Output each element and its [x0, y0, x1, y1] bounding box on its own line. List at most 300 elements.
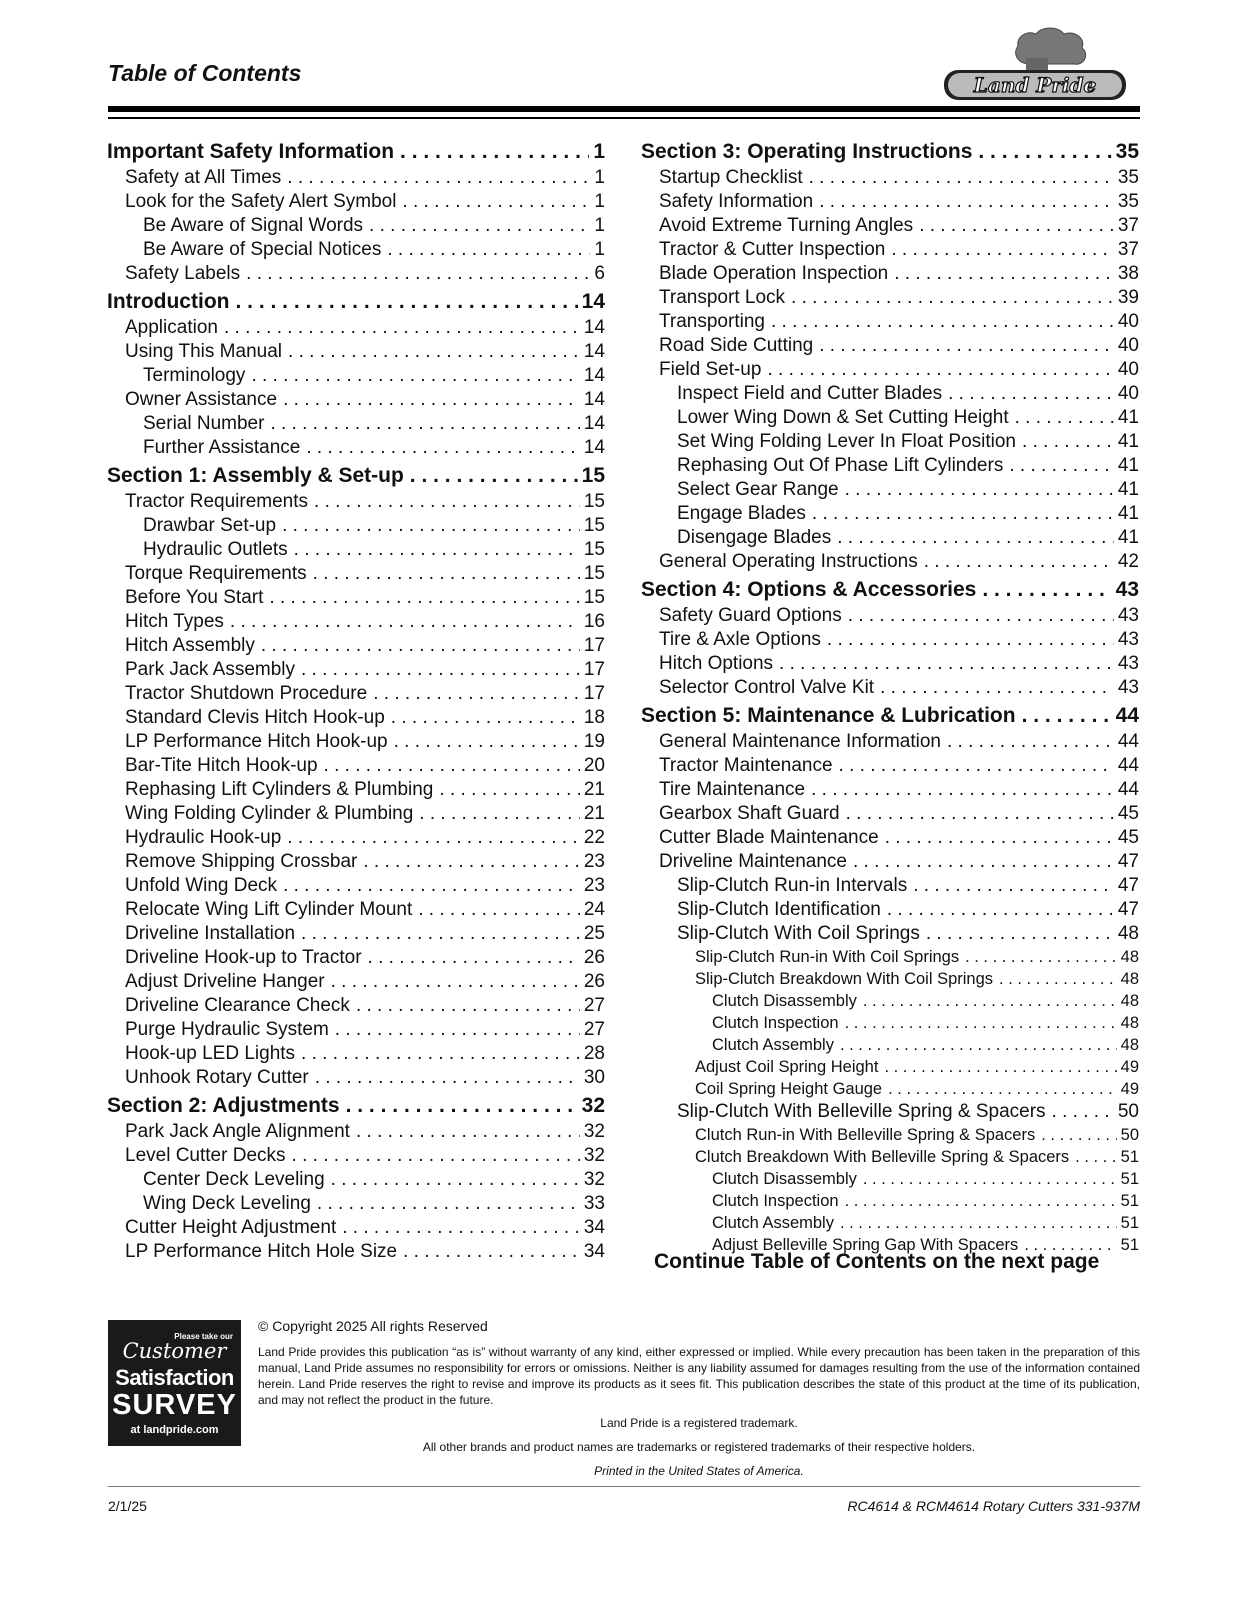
toc-entry[interactable]	[107, 166, 605, 190]
toc-entry-title: Slip-Clutch Run-in Intervals	[677, 875, 908, 896]
toc-entry-title: Level Cutter Decks	[125, 1145, 286, 1166]
page-title: Table of Contents	[108, 60, 302, 86]
toc-dot-leader	[292, 1144, 580, 1168]
toc-page-number: 45	[1117, 803, 1139, 824]
toc-entry[interactable]	[641, 238, 1139, 262]
toc-page-number: 16	[583, 611, 605, 632]
toc-entry[interactable]	[641, 802, 1139, 826]
toc-entry-title: Slip-Clutch With Belleville Spring & Spacers	[677, 1101, 1046, 1122]
toc-page-number: 26	[583, 947, 605, 968]
toc-entry-title: Adjust Driveline Hanger	[125, 971, 325, 992]
toc-dot-leader	[1041, 1124, 1116, 1146]
toc-entry-title: Slip-Clutch Breakdown With Coil Springs	[695, 970, 994, 988]
toc-entry[interactable]	[641, 1190, 1139, 1212]
toc-entry[interactable]	[641, 1034, 1139, 1056]
toc-entry-title: Clutch Inspection	[712, 1014, 839, 1032]
toc-entry[interactable]	[641, 286, 1139, 310]
toc-entry[interactable]	[107, 340, 605, 364]
toc-entry[interactable]	[641, 382, 1139, 406]
toc-entry[interactable]	[641, 166, 1139, 190]
toc-section-heading[interactable]	[107, 462, 605, 490]
header-rule-thin	[108, 117, 1140, 119]
toc-page-number: 6	[594, 263, 605, 284]
toc-entry[interactable]	[107, 658, 605, 682]
toc-entry[interactable]	[107, 970, 605, 994]
toc-dot-leader	[888, 1078, 1117, 1100]
toc-entry[interactable]	[641, 262, 1139, 286]
toc-page-number: 41	[1117, 479, 1139, 500]
toc-entry-title: Disengage Blades	[677, 527, 832, 548]
toc-entry[interactable]	[107, 1018, 605, 1042]
toc-page-number: 37	[1117, 215, 1139, 236]
footer-date: 2/1/25	[108, 1498, 147, 1514]
toc-dot-leader	[1015, 406, 1114, 430]
toc-entry[interactable]	[641, 1146, 1139, 1168]
toc-entry[interactable]	[641, 310, 1139, 334]
toc-dot-leader	[402, 190, 590, 214]
toc-page-number: 47	[1117, 899, 1139, 920]
toc-entry-title: Be Aware of Special Notices	[143, 239, 382, 260]
toc-dot-leader	[1075, 1146, 1116, 1168]
toc-entry[interactable]	[107, 238, 605, 262]
toc-page-number: 47	[1117, 875, 1139, 896]
toc-entry[interactable]	[641, 550, 1139, 574]
toc-entry-title: Clutch Assembly	[712, 1036, 834, 1054]
toc-dot-leader	[845, 1190, 1117, 1212]
toc-dot-leader	[819, 190, 1114, 214]
toc-dot-leader	[853, 850, 1114, 874]
toc-dot-leader	[885, 826, 1114, 850]
toc-entry[interactable]	[641, 946, 1139, 968]
toc-dot-leader	[767, 358, 1113, 382]
toc-dot-leader	[363, 850, 580, 874]
toc-dot-leader	[419, 802, 580, 826]
toc-dot-leader	[771, 310, 1114, 334]
toc-dot-leader	[315, 1066, 580, 1090]
toc-page-number: 51	[1120, 1192, 1139, 1210]
toc-entry[interactable]	[641, 652, 1139, 676]
toc-dot-leader	[287, 166, 590, 190]
toc-entry[interactable]	[107, 388, 605, 412]
toc-page-number: 51	[1120, 1170, 1139, 1188]
toc-page-number: 17	[583, 659, 605, 680]
toc-entry[interactable]	[641, 628, 1139, 652]
toc-entry[interactable]	[107, 1042, 605, 1066]
toc-dot-leader	[368, 946, 580, 970]
toc-dot-leader	[845, 478, 1114, 502]
toc-page-number: 1	[594, 239, 605, 260]
toc-dot-leader	[235, 288, 577, 316]
trademark-notice: Land Pride is a registered trademark.	[600, 1416, 798, 1430]
toc-entry[interactable]	[107, 994, 605, 1018]
toc-page-number: 43	[1117, 629, 1139, 650]
toc-dot-leader	[288, 340, 580, 364]
toc-dot-leader	[1052, 1100, 1114, 1124]
toc-page-number: 23	[583, 875, 605, 896]
toc-page-number: 35	[1115, 140, 1139, 163]
toc-page-number: 38	[1117, 263, 1139, 284]
toc-entry-title: General Maintenance Information	[659, 731, 941, 752]
toc-entry-title: Avoid Extreme Turning Angles	[659, 215, 914, 236]
customer-survey-badge[interactable]	[108, 1320, 241, 1446]
toc-dot-leader	[848, 604, 1114, 628]
toc-section-heading[interactable]	[107, 138, 605, 166]
toc-page-number: 50	[1120, 1126, 1139, 1144]
toc-entry[interactable]	[107, 514, 605, 538]
toc-entry-title: Rephasing Lift Cylinders & Plumbing	[125, 779, 434, 800]
toc-dot-leader	[317, 1192, 580, 1216]
toc-entry[interactable]	[641, 358, 1139, 382]
toc-page-number: 51	[1120, 1236, 1139, 1254]
toc-entry-title: Using This Manual	[125, 341, 283, 362]
toc-page-number: 14	[583, 437, 605, 458]
toc-entry[interactable]	[107, 1120, 605, 1144]
toc-entry-title: Blade Operation Inspection	[659, 263, 889, 284]
toc-page-number: 51	[1120, 1148, 1139, 1166]
toc-section-heading[interactable]	[107, 1092, 605, 1120]
toc-entry-title: Clutch Inspection	[712, 1192, 839, 1210]
toc-entry-title: Slip-Clutch Run-in With Coil Springs	[695, 948, 960, 966]
toc-entry-title: Field Set-up	[659, 359, 762, 380]
toc-section-heading[interactable]	[107, 288, 605, 316]
toc-entry[interactable]	[641, 526, 1139, 550]
toc-entry-title: Safety Labels	[125, 263, 241, 284]
toc-page-number: 44	[1117, 731, 1139, 752]
toc-entry-title: Hitch Assembly	[125, 635, 255, 656]
toc-entry[interactable]	[107, 1192, 605, 1216]
toc-entry-title: Clutch Disassembly	[712, 992, 857, 1010]
header-rule-thick	[108, 106, 1140, 112]
toc-entry-title: Application	[125, 317, 218, 338]
toc-dot-leader	[948, 382, 1114, 406]
toc-entry-title: Cutter Height Adjustment	[125, 1217, 337, 1238]
toc-entry[interactable]	[641, 214, 1139, 238]
toc-page-number: 15	[583, 587, 605, 608]
toc-page-number: 14	[581, 290, 605, 313]
survey-line4: SURVEY	[112, 1389, 237, 1421]
toc-page-number: 18	[583, 707, 605, 728]
toc-page-number: 40	[1117, 311, 1139, 332]
toc-entry[interactable]	[107, 610, 605, 634]
toc-page-number: 24	[583, 899, 605, 920]
toc-entry[interactable]	[107, 730, 605, 754]
toc-entry[interactable]	[641, 1168, 1139, 1190]
toc-dot-leader	[369, 214, 590, 238]
toc-entry[interactable]	[641, 826, 1139, 850]
toc-entry-title: Hitch Types	[125, 611, 224, 632]
toc-entry[interactable]	[641, 1100, 1139, 1124]
toc-entry[interactable]	[107, 754, 605, 778]
toc-page-number: 45	[1117, 827, 1139, 848]
toc-entry-title: Bar-Tite Hitch Hook-up	[125, 755, 318, 776]
toc-dot-leader	[335, 1018, 580, 1042]
toc-dot-leader	[891, 238, 1114, 262]
continue-note: Continue Table of Contents on the next page	[654, 1250, 1100, 1273]
toc-entry[interactable]	[641, 898, 1139, 922]
toc-entry[interactable]	[641, 1056, 1139, 1078]
toc-entry[interactable]	[107, 316, 605, 340]
toc-entry[interactable]	[107, 682, 605, 706]
toc-entry[interactable]	[107, 706, 605, 730]
toc-entry[interactable]	[641, 754, 1139, 778]
toc-dot-leader	[418, 898, 580, 922]
toc-entry-title: Rephasing Out Of Phase Lift Cylinders	[677, 455, 1004, 476]
toc-dot-leader	[324, 754, 580, 778]
toc-entry-title: Purge Hydraulic System	[125, 1019, 329, 1040]
toc-dot-leader	[779, 652, 1114, 676]
toc-entry[interactable]	[641, 334, 1139, 358]
toc-page-number: 43	[1117, 653, 1139, 674]
toc-page-number: 50	[1117, 1101, 1139, 1122]
toc-page-number: 23	[583, 851, 605, 872]
toc-entry-title: Be Aware of Signal Words	[143, 215, 364, 236]
toc-page-number: 21	[583, 803, 605, 824]
toc-entry-title: Tire Maintenance	[659, 779, 806, 800]
toc-entry[interactable]	[107, 874, 605, 898]
toc-page-number: 28	[583, 1043, 605, 1064]
trademark-others-notice: All other brands and product names are trademarks or registered trademarks of their respective holders.	[422, 1440, 976, 1454]
toc-entry[interactable]	[107, 1216, 605, 1240]
toc-page-number: 44	[1115, 704, 1139, 727]
toc-entry[interactable]	[641, 1124, 1139, 1146]
printed-in-notice: Printed in the United States of America.	[594, 1464, 804, 1478]
toc-page-number: 1	[593, 140, 605, 163]
toc-entry[interactable]	[641, 922, 1139, 946]
toc-entry[interactable]	[641, 406, 1139, 430]
toc-dot-leader	[880, 676, 1114, 700]
toc-dot-leader	[839, 754, 1114, 778]
toc-entry-title: Hitch Options	[659, 653, 774, 674]
toc-entry[interactable]	[641, 1078, 1139, 1100]
toc-entry-title: Unfold Wing Deck	[125, 875, 278, 896]
toc-entry[interactable]	[107, 1066, 605, 1090]
disclaimer-text: Land Pride provides this publication “as is” without warranty of any kind, either expressed or implied. While every precaution has been taken in the preparation of this manual, Land Pride assumes no responsibility for errors or omissions. Neither is any liability assumed for damages resulting from the use of the information contained herein. Land Pride reserves the right to revise and improve its products as it sees fit. This publication describes the state of this product at the time of its publication, and may not reflect the product in the future.	[258, 1345, 1140, 1407]
toc-dot-leader	[410, 462, 578, 490]
toc-entry-title: LP Performance Hitch Hook-up	[125, 731, 388, 752]
toc-page-number: 15	[583, 539, 605, 560]
toc-dot-leader	[301, 1042, 580, 1066]
toc-dot-leader	[919, 214, 1114, 238]
toc-entry[interactable]	[641, 478, 1139, 502]
toc-page-number: 19	[583, 731, 605, 752]
toc-entry-title: Clutch Disassembly	[712, 1170, 857, 1188]
toc-entry[interactable]	[641, 730, 1139, 754]
toc-page-number: 21	[583, 779, 605, 800]
toc-entry[interactable]	[107, 922, 605, 946]
toc-entry[interactable]	[641, 190, 1139, 214]
toc-entry-title: Wing Deck Leveling	[143, 1193, 311, 1214]
toc-entry-title: Remove Shipping Crossbar	[125, 851, 358, 872]
toc-page-number: 41	[1117, 503, 1139, 524]
toc-entry-title: Hook-up LED Lights	[125, 1043, 296, 1064]
toc-page-number: 32	[583, 1121, 605, 1142]
toc-dot-leader	[346, 1092, 578, 1120]
toc-entry[interactable]	[107, 490, 605, 514]
toc-entry[interactable]	[641, 502, 1139, 526]
toc-entry[interactable]	[641, 604, 1139, 628]
toc-page-number: 40	[1117, 359, 1139, 380]
toc-entry-title: Lower Wing Down & Set Cutting Height	[677, 407, 1009, 428]
toc-entry[interactable]	[641, 850, 1139, 874]
toc-entry[interactable]	[107, 946, 605, 970]
toc-dot-leader	[373, 682, 580, 706]
toc-entry-title: Section 2: Adjustments	[107, 1094, 340, 1117]
toc-entry[interactable]	[107, 364, 605, 388]
toc-entry[interactable]	[107, 586, 605, 610]
toc-entry-title: Tire & Axle Options	[659, 629, 821, 650]
toc-page-number: 49	[1120, 1058, 1139, 1076]
toc-dot-leader	[1009, 454, 1114, 478]
toc-page-number: 47	[1117, 851, 1139, 872]
toc-page-number: 34	[583, 1241, 605, 1262]
toc-entry-title: Road Side Cutting	[659, 335, 814, 356]
toc-entry[interactable]	[107, 262, 605, 286]
toc-entry[interactable]	[107, 190, 605, 214]
toc-dot-leader	[926, 922, 1114, 946]
toc-page-number: 39	[1117, 287, 1139, 308]
toc-page-number: 42	[1117, 551, 1139, 572]
toc-entry-title: Clutch Run-in With Belleville Spring & Spacers	[695, 1126, 1036, 1144]
footer-rule	[108, 1486, 1140, 1487]
toc-page-number: 34	[583, 1217, 605, 1238]
toc-dot-leader	[840, 1212, 1117, 1234]
toc-entry[interactable]	[107, 826, 605, 850]
toc-entry-title: Adjust Coil Spring Height	[695, 1058, 879, 1076]
toc-entry-title: Gearbox Shaft Guard	[659, 803, 840, 824]
toc-dot-leader	[251, 364, 579, 388]
toc-entry-title: Adjust Belleville Spring Gap With Spacers	[712, 1236, 1019, 1254]
toc-section-heading[interactable]	[641, 138, 1139, 166]
toc-entry-title: Before You Start	[125, 587, 264, 608]
toc-page-number: 1	[594, 167, 605, 188]
toc-dot-leader	[306, 436, 580, 460]
toc-entry[interactable]	[641, 778, 1139, 802]
toc-entry-title: Unhook Rotary Cutter	[125, 1067, 309, 1088]
toc-entry[interactable]	[107, 562, 605, 586]
toc-section-heading[interactable]	[641, 702, 1139, 730]
toc-entry-title: Section 4: Options & Accessories	[641, 578, 977, 601]
toc-dot-leader	[863, 990, 1117, 1012]
toc-page-number: 30	[583, 1067, 605, 1088]
toc-page-number: 17	[583, 683, 605, 704]
svg-text:Land Pride: Land Pride	[973, 73, 1097, 97]
toc-dot-leader	[982, 576, 1111, 604]
toc-entry-title: Safety at All Times	[125, 167, 282, 188]
toc-entry-title: Driveline Clearance Check	[125, 995, 350, 1016]
toc-page-number: 14	[583, 341, 605, 362]
toc-entry-title: Safety Information	[659, 191, 814, 212]
toc-entry[interactable]	[641, 1012, 1139, 1034]
toc-entry-title: Standard Clevis Hitch Hook-up	[125, 707, 385, 728]
toc-page-number: 41	[1117, 407, 1139, 428]
toc-entry-title: Inspect Field and Cutter Blades	[677, 383, 943, 404]
toc-page-number: 51	[1120, 1214, 1139, 1232]
toc-dot-leader	[356, 994, 580, 1018]
toc-page-number: 40	[1117, 335, 1139, 356]
toc-dot-leader	[1022, 702, 1112, 730]
toc-entry[interactable]	[107, 1168, 605, 1192]
toc-entry[interactable]	[641, 430, 1139, 454]
toc-page-number: 15	[583, 563, 605, 584]
toc-dot-leader	[270, 412, 579, 436]
toc-dot-leader	[846, 802, 1114, 826]
toc-dot-leader	[978, 138, 1111, 166]
toc-entry[interactable]	[641, 990, 1139, 1012]
toc-page-number: 14	[583, 365, 605, 386]
toc-dot-leader	[819, 334, 1114, 358]
toc-page-number: 37	[1117, 239, 1139, 260]
toc-entry[interactable]	[107, 436, 605, 460]
copyright-notice: © Copyright 2025 All rights Reserved	[258, 1318, 488, 1334]
toc-page-number: 41	[1117, 431, 1139, 452]
toc-dot-leader	[356, 1120, 580, 1144]
toc-page-number: 49	[1120, 1080, 1139, 1098]
toc-page-number: 44	[1117, 755, 1139, 776]
toc-entry[interactable]	[641, 676, 1139, 700]
toc-entry-title: Relocate Wing Lift Cylinder Mount	[125, 899, 413, 920]
toc-page-number: 15	[583, 491, 605, 512]
toc-page-number: 35	[1117, 191, 1139, 212]
toc-entry-title: Tractor & Cutter Inspection	[659, 239, 886, 260]
toc-page-number: 32	[583, 1145, 605, 1166]
toc-entry-title: Introduction	[107, 290, 230, 313]
toc-entry-title: Serial Number	[143, 413, 265, 434]
toc-entry[interactable]	[641, 454, 1139, 478]
toc-entry[interactable]	[107, 1144, 605, 1168]
toc-entry[interactable]	[107, 850, 605, 874]
toc-entry-title: Transport Lock	[659, 287, 786, 308]
toc-entry[interactable]	[107, 634, 605, 658]
toc-entry[interactable]	[641, 968, 1139, 990]
toc-dot-leader	[811, 778, 1114, 802]
toc-dot-leader	[301, 658, 580, 682]
toc-entry-title: Set Wing Folding Lever In Float Position	[677, 431, 1017, 452]
land-pride-logo	[940, 24, 1130, 110]
toc-page-number: 15	[581, 464, 605, 487]
toc-entry[interactable]	[107, 412, 605, 436]
toc-entry-title: LP Performance Hitch Hole Size	[125, 1241, 398, 1262]
toc-right-column	[641, 136, 1139, 1256]
toc-page-number: 26	[583, 971, 605, 992]
toc-entry-title: Park Jack Assembly	[125, 659, 295, 680]
toc-entry-title: Section 5: Maintenance & Lubrication	[641, 704, 1016, 727]
toc-dot-leader	[791, 286, 1114, 310]
toc-entry[interactable]	[107, 538, 605, 562]
toc-entry[interactable]	[107, 1240, 605, 1264]
toc-entry[interactable]	[107, 898, 605, 922]
toc-dot-leader	[282, 514, 580, 538]
toc-entry[interactable]	[107, 778, 605, 802]
toc-entry-title: Owner Assistance	[125, 389, 278, 410]
toc-entry-title: Clutch Breakdown With Belleville Spring & Spacers	[695, 1148, 1070, 1166]
toc-page-number: 22	[583, 827, 605, 848]
toc-dot-leader	[845, 1012, 1117, 1034]
toc-dot-leader	[827, 628, 1114, 652]
toc-section-heading[interactable]	[641, 576, 1139, 604]
toc-entry-title: Selector Control Valve Kit	[659, 677, 875, 698]
toc-dot-leader	[884, 1056, 1116, 1078]
toc-page-number: 17	[583, 635, 605, 656]
toc-entry[interactable]	[107, 802, 605, 826]
toc-entry[interactable]	[641, 874, 1139, 898]
toc-entry[interactable]	[641, 1212, 1139, 1234]
toc-dot-leader	[331, 970, 580, 994]
toc-dot-leader	[887, 898, 1114, 922]
toc-entry[interactable]	[107, 214, 605, 238]
toc-page-number: 1	[594, 215, 605, 236]
toc-page-number: 43	[1115, 578, 1139, 601]
toc-dot-leader	[894, 262, 1114, 286]
